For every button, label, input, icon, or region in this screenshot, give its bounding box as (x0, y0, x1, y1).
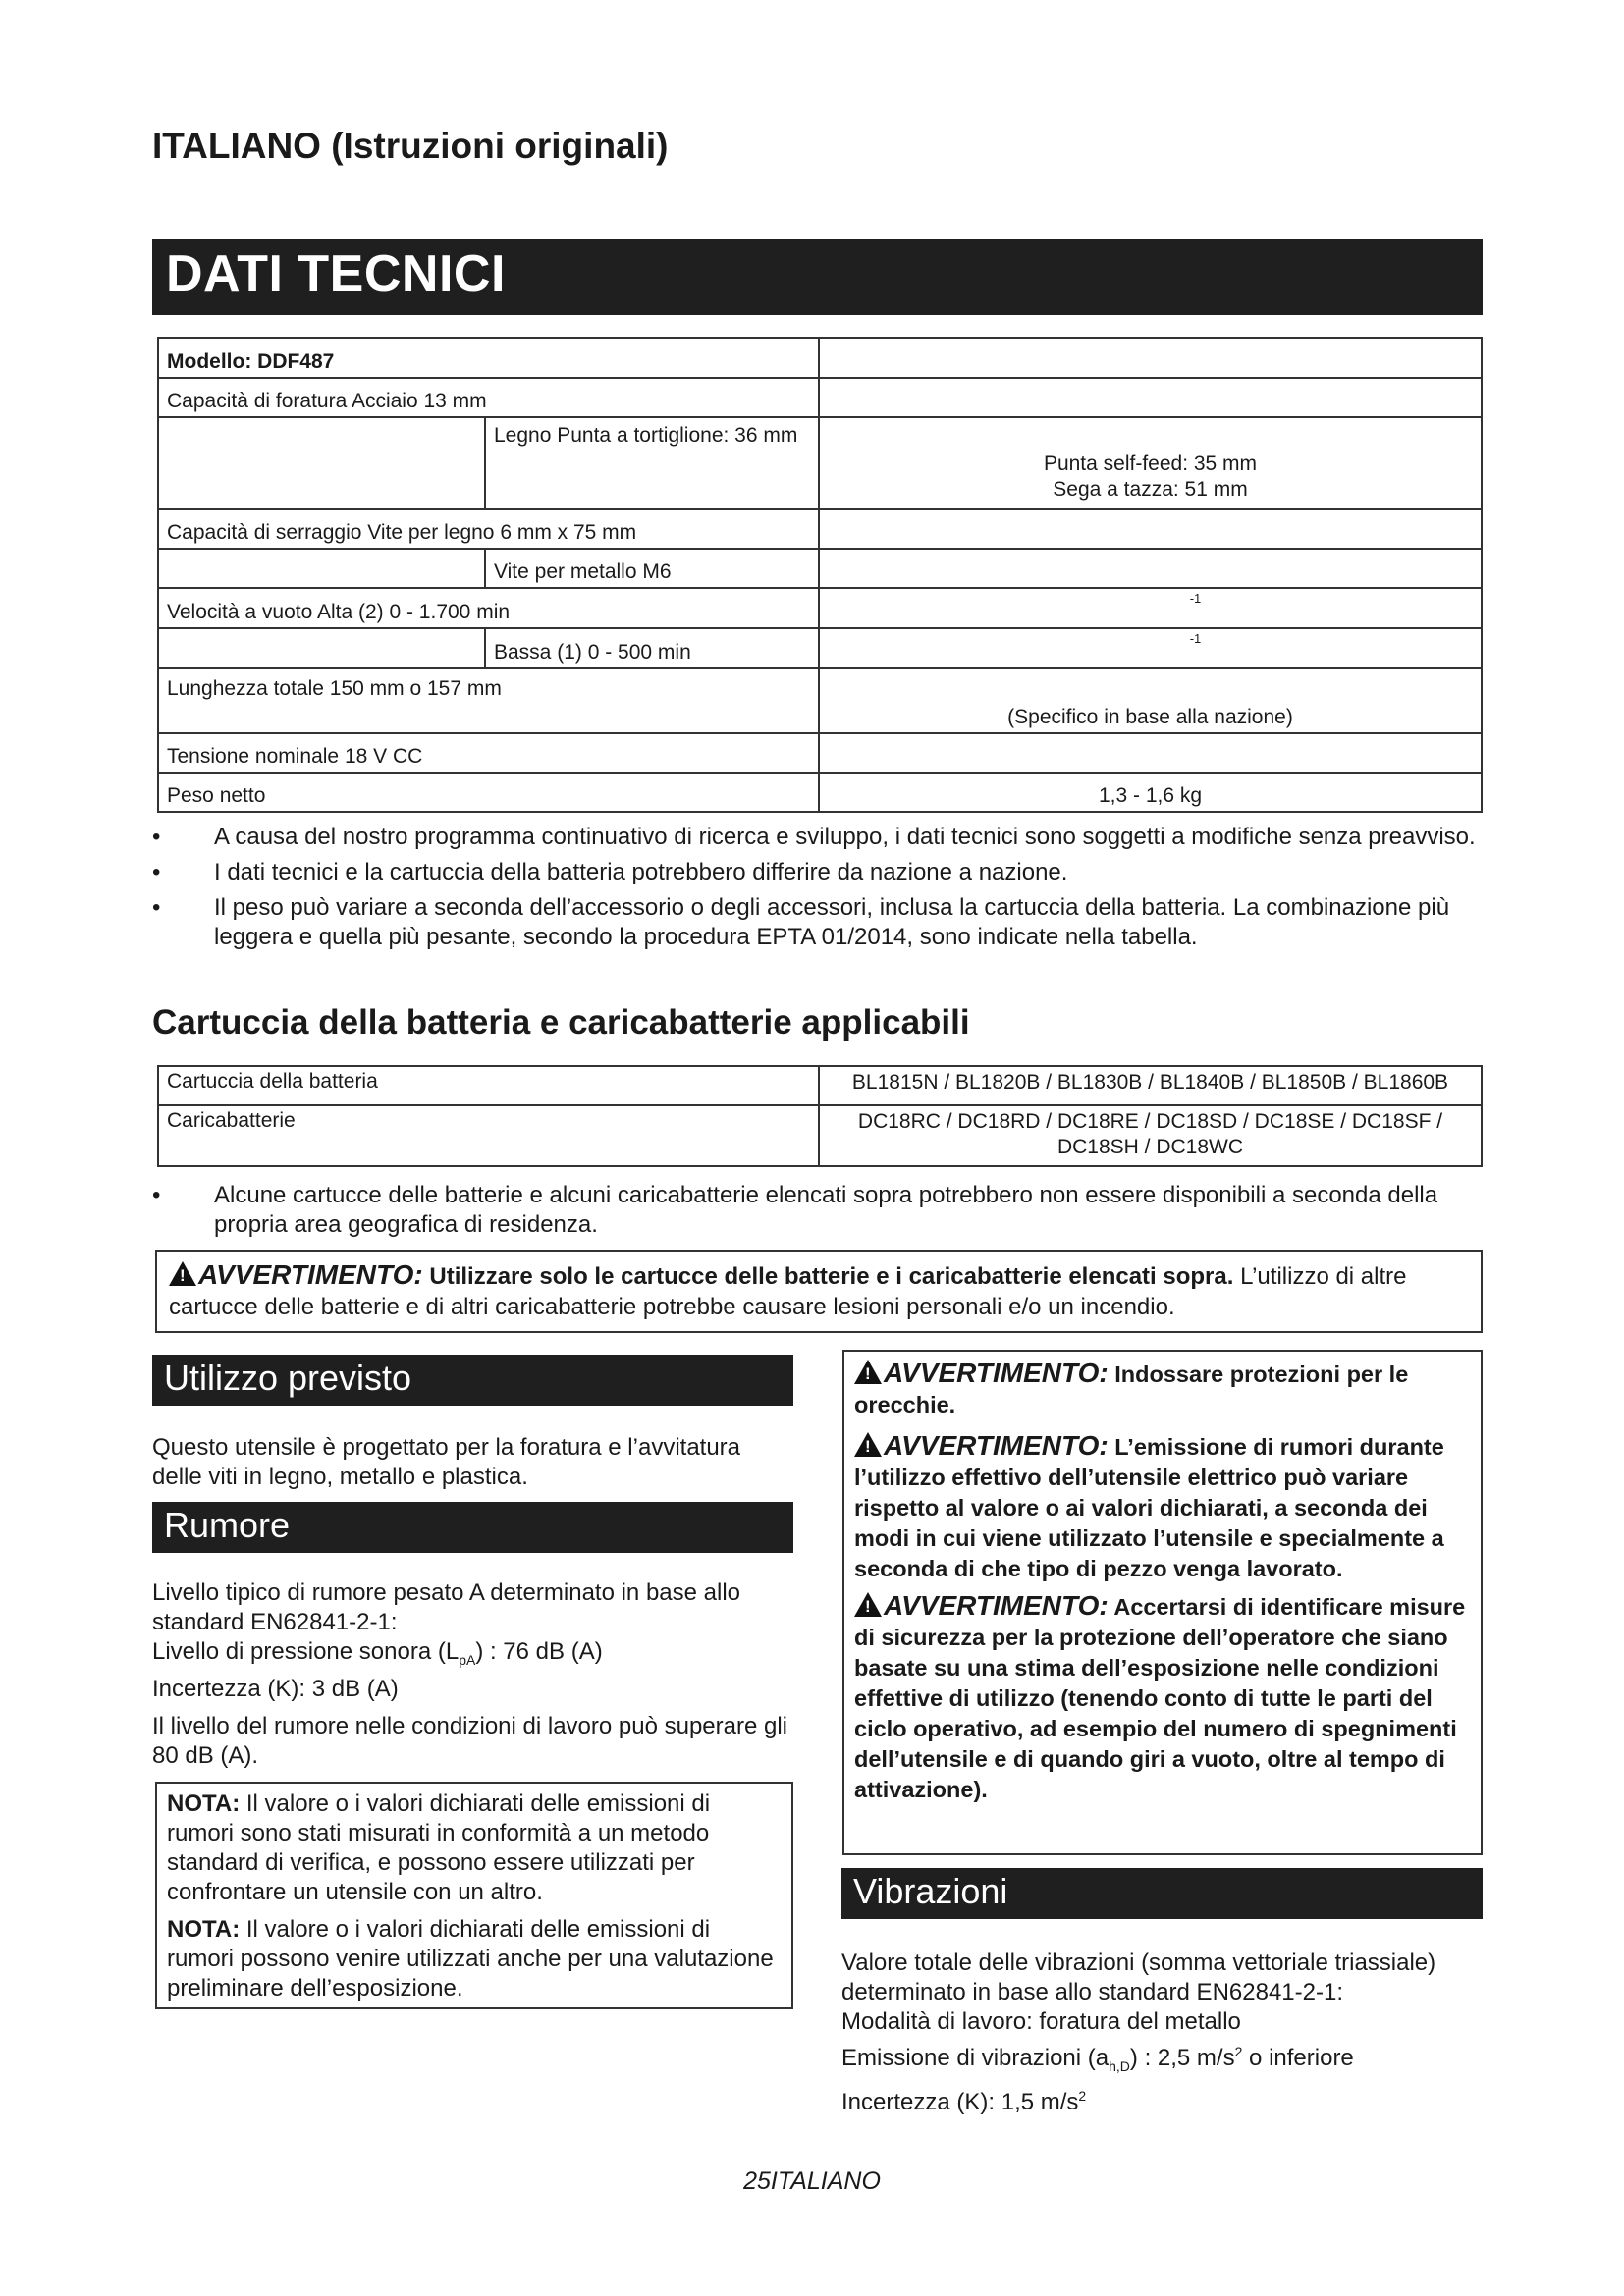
warning-text: Accertarsi di identificare misure di sicurezza per la protezione dell’operatore che siano basate su una stima dell’esposizione nelle condizioni effettive di utilizzo (tenendo conto di tutte le parti del ciclo operativo, ad esempio del numero di spegnimenti dell’utensile e di quando giri a vuoto, oltre al tempo di attivazione). (854, 1594, 1466, 1802)
high-speed-exponent: -1 (1189, 591, 1202, 606)
fastening-capacity-label: Capacità di serraggio Vite per legno 6 mm x 75 mm (158, 509, 819, 549)
list-item: • A causa del nostro programma continuativo di ricerca e sviluppo, i dati tecnici sono soggetti a modifiche senza preavviso. (152, 823, 1483, 852)
emission-superscript: 2 (1234, 2044, 1243, 2059)
vibration-intro: Valore totale delle vibrazioni (somma vettoriale triassiale) determinato in base allo standard EN62841-2-1: (841, 1949, 1436, 2005)
battery-warning-box (155, 1250, 1483, 1333)
charger-label: Caricabatterie (158, 1105, 819, 1166)
warning-bold-text: Utilizzare solo le cartucce delle batterie e i caricabatterie elencati sopra. (429, 1263, 1234, 1290)
emission-subscript: h,D (1109, 2057, 1130, 2074)
net-weight-label: Peso netto (158, 773, 819, 812)
metal-screw-label: Vite per metallo M6 (485, 549, 819, 588)
noise-uncertainty: Incertezza (K): 3 dB (A) (152, 1675, 399, 1702)
noise-standard-text (152, 1578, 793, 1704)
warning-icon (169, 1261, 196, 1286)
table-row (158, 1105, 1482, 1166)
noise-heading: Rumore (152, 1502, 793, 1553)
warning-icon (854, 1592, 882, 1617)
ear-protection-warning (854, 1358, 1471, 1420)
table-row (158, 773, 1482, 812)
emission-warning (854, 1430, 1471, 1584)
warning-label: AVVERTIMENTO: (884, 1430, 1109, 1461)
cartridge-label: Cartuccia della batteria (158, 1066, 819, 1105)
warning-icon (854, 1360, 882, 1384)
battery-heading: Cartuccia della batteria e caricabatterie applicabili (152, 1003, 970, 1041)
warning-text: L’utilizzo di altre cartucce delle batterie e di altri caricabatterie potrebbe causare lesioni personali e/o un incendio. (169, 1263, 1407, 1320)
warning-label: AVVERTIMENTO: (198, 1259, 423, 1290)
intended-use-text: Questo utensile è progettato per la foratura e l’avvitatura delle viti in legno, metallo e plastica. (152, 1434, 741, 1490)
list-item: • Alcune cartucce delle batterie e alcuni caricabatterie elencati sopra potrebbero non essere disponibili a seconda della propria area geografica di residenza. (152, 1181, 1483, 1240)
charger-value-line-2: DC18SH / DC18WC (1056, 1136, 1244, 1158)
intended-use-heading: Utilizzo previsto (152, 1355, 793, 1406)
note-1 (167, 1789, 782, 1907)
safety-warning (854, 1590, 1471, 1805)
pressure-subscript: pA (459, 1651, 476, 1668)
specs-heading: DATI TECNICI (152, 239, 1483, 315)
noise-exceed-text: Il livello del rumore nelle condizioni di lavoro può superare gli 80 dB (A). (152, 1712, 788, 1769)
pressure-prefix: Livello di pressione sonora (L (152, 1638, 460, 1665)
vibration-mode: Modalità di lavoro: foratura del metallo (841, 2008, 1241, 2035)
note-2 (167, 1915, 782, 2003)
warning-text: L’emissione di rumori durante l’utilizzo effettivo dell’utensile elettrico può variare rispetto al valore o ai valori dichiarati, a seconda dei modi in cui viene utilizzato l’utensile e specialmente a seconda di che tipo di pezzo venga lavorato. (854, 1434, 1444, 1581)
vibration-heading: Vibrazioni (841, 1868, 1483, 1919)
note-text: Il valore o i valori dichiarati delle emissioni di rumori possono venire utilizzati anche per una valutazione preliminare dell’esposizione. (167, 1916, 774, 2002)
cartridge-value: BL1815N / BL1820B / BL1830B / BL1840B / BL1850B / BL1860B (819, 1066, 1482, 1105)
note-label: NOTA: (167, 1790, 241, 1817)
note-label: NOTA: (167, 1916, 241, 1943)
hole-saw-value: Sega a tazza: 51 mm (1053, 478, 1248, 501)
table-row (158, 668, 1482, 733)
vibration-uncertainty: Incertezza (K): 1,5 m/s (841, 2088, 1079, 2115)
uncertainty-superscript: 2 (1078, 2087, 1087, 2104)
table-row (158, 1066, 1482, 1105)
page-language-title: ITALIANO (Istruzioni originali) (152, 126, 669, 166)
noise-warnings-box (842, 1350, 1483, 1855)
low-speed-exponent: -1 (1189, 631, 1202, 646)
warning-text: Indossare protezioni per le orecchie. (854, 1362, 1409, 1417)
vibration-section (841, 1949, 1483, 2117)
drill-capacity-label: Capacità di foratura Acciaio 13 mm (158, 378, 819, 417)
table-row (158, 417, 1482, 509)
pressure-value: ) : 76 dB (A) (475, 1638, 603, 1665)
net-weight-value: 1,3 - 1,6 kg (819, 773, 1482, 812)
table-row (158, 378, 1482, 417)
noise-section (152, 1578, 793, 1779)
emission-value: ) : 2,5 m/s (1129, 2045, 1235, 2071)
spec-notes-list (152, 823, 1483, 958)
overall-length-value: (Specifico in base alla nazione) (819, 668, 1482, 733)
table-row (158, 588, 1482, 628)
rated-voltage-label: Tensione nominale 18 V CC (158, 733, 819, 773)
table-row (158, 628, 1482, 668)
page-footer: 25ITALIANO (743, 2167, 881, 2195)
battery-notes-list (152, 1181, 1483, 1246)
emission-suffix: o inferiore (1242, 2045, 1354, 2071)
list-item: • I dati tecnici e la cartuccia della batteria potrebbero differire da nazione a nazione. (152, 858, 1483, 887)
model-label: Modello: DDF487 (158, 338, 819, 378)
table-row (158, 733, 1482, 773)
overall-length-label: Lunghezza totale 150 mm o 157 mm (158, 668, 819, 733)
self-feed-value: Punta self-feed: 35 mm (1043, 453, 1258, 475)
wood-capacity-label: Legno Punta a tortiglione: 36 mm (485, 417, 819, 509)
list-item: • Il peso può variare a seconda dell’accessorio o degli accessori, inclusa la cartuccia della batteria. La combinazione più leggera e quella più pesante, secondo la procedura EPTA 01/2014, sono indicate nella tabella. (152, 893, 1483, 952)
table-row (158, 549, 1482, 588)
low-speed-label: Bassa (1) 0 - 500 min (485, 628, 819, 668)
battery-table (157, 1065, 1483, 1167)
high-speed-label: Velocità a vuoto Alta (2) 0 - 1.700 min (158, 588, 819, 628)
noise-intro: Livello tipico di rumore pesato A determinato in base allo standard EN62841-2-1: (152, 1579, 741, 1635)
note-text: Il valore o i valori dichiarati delle emissioni di rumori sono stati misurati in conformità a un metodo standard di verifica, e possono essere utilizzati per confrontare un utensile con un altro. (167, 1790, 711, 1905)
warning-label: AVVERTIMENTO: (884, 1590, 1109, 1621)
emission-prefix: Emissione di vibrazioni (a (841, 2045, 1110, 2071)
warning-icon (854, 1432, 882, 1457)
specifications-table (157, 337, 1483, 813)
table-row (158, 509, 1482, 549)
noise-note-box (155, 1782, 793, 2009)
charger-value-line-1: DC18RC / DC18RD / DC18RE / DC18SD / DC18SE / DC18SF / (857, 1110, 1443, 1133)
table-row (158, 338, 1482, 378)
warning-label: AVVERTIMENTO: (884, 1358, 1109, 1388)
